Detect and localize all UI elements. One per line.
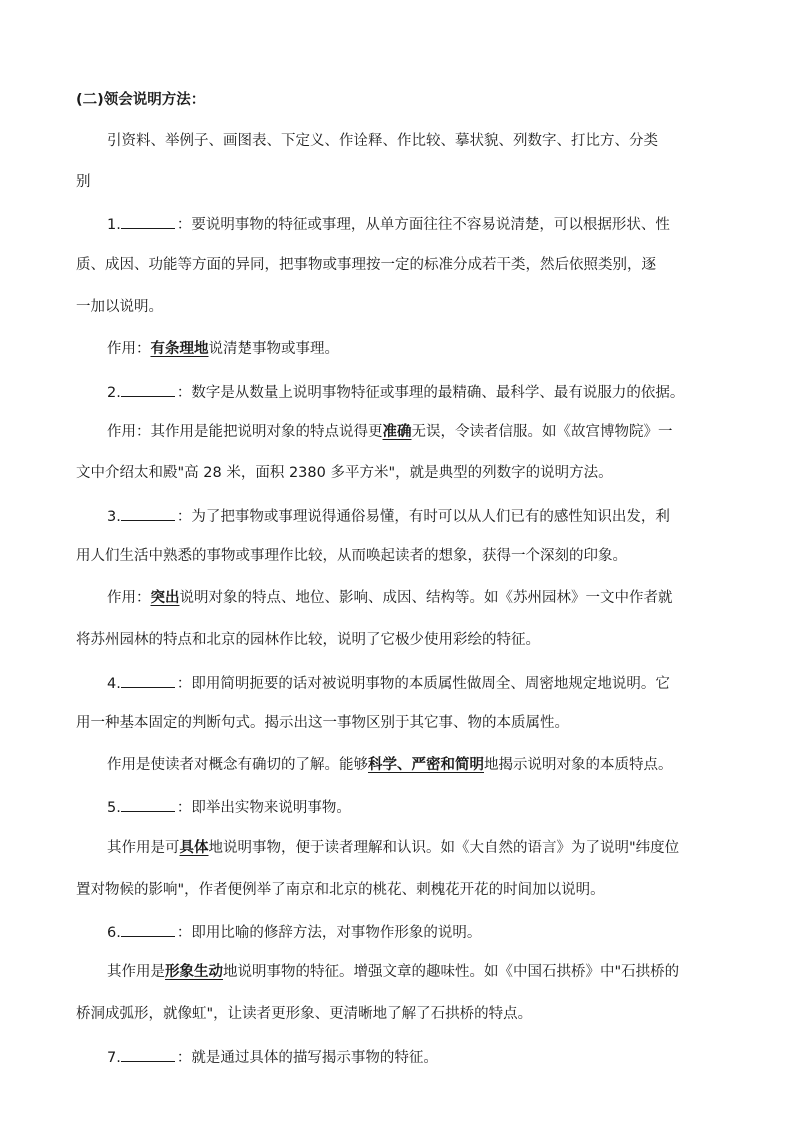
item-2-line-1 [107, 381, 722, 403]
item-6-line-1 [107, 921, 722, 943]
item-3-effect [107, 588, 722, 608]
item-3-line-1 [107, 505, 722, 527]
section-heading: (二)领会说明方法： [76, 92, 206, 108]
item-6-blank[interactable] [121, 921, 175, 937]
item-3-blank[interactable] [121, 505, 175, 521]
effect-keyword: 突出 [150, 590, 180, 606]
item-1-line-3: 一加以说明。 [76, 299, 163, 315]
effect-keyword: 形象生动 [165, 964, 223, 980]
effect-prefix: 作用： [107, 590, 151, 606]
item-7-blank[interactable] [121, 1046, 175, 1062]
effect-text: 无误，令读者信服。如《故宫博物院》一 [411, 424, 673, 440]
item-5-effect [107, 838, 722, 858]
item-2-blank[interactable] [121, 381, 175, 397]
item-6-effect [107, 962, 722, 982]
item-4-line-2: 用一种基本固定的判断句式。揭示出这一事物区别于其它事、物的本质属性。 [76, 715, 569, 731]
item-3-line-2: 用人们生活中熟悉的事物或事理作比较，从而唤起读者的想象，获得一个深刻的印象。 [76, 548, 627, 564]
effect-text: 说清楚事物或事理。 [208, 341, 339, 357]
effect-prefix: 其作用是 [107, 964, 165, 980]
effect-keyword: 有条理地 [150, 341, 209, 357]
item-2-effect-line-2: 文中介绍太和殿"高 28 米，面积 2380 多平方米"，就是典型的列数字的说明方法。 [76, 465, 613, 481]
item-4-number: 4. [107, 676, 121, 692]
item-7-number: 7. [107, 1050, 121, 1066]
effect-keyword: 具体 [179, 840, 209, 856]
effect-prefix: 其作用是可 [107, 840, 180, 856]
effect-text: 地说明事物，便于读者理解和认识。如《大自然的语言》为了说明"纬度位 [208, 840, 680, 856]
item-1-blank[interactable] [121, 213, 175, 229]
item-6-number: 6. [107, 925, 121, 941]
item-5-effect-line-2: 置对物候的影响"，作者便例举了南京和北京的桃花、刺槐花开花的时间加以说明。 [76, 882, 605, 898]
effect-prefix: 作用： [107, 341, 151, 357]
effect-keyword: 科学、严密和简明 [368, 757, 484, 773]
item-7-desc: ：就是通过具体的描写揭示事物的特征。 [176, 1050, 438, 1066]
item-2-number: 2. [107, 385, 121, 401]
item-1-effect [107, 339, 722, 359]
item-3-desc: ：为了把事物或事理说得通俗易懂，有时可以从人们已有的感性知识出发，利 [176, 509, 670, 525]
item-1-line-1 [107, 213, 722, 235]
item-2-desc: ：数字是从数量上说明事物特征或事理的最精确、最科学、最有说服力的依据。 [176, 385, 685, 401]
item-1-number: 1. [107, 217, 121, 233]
methods-list-line-1: 引资料、举例子、画图表、下定义、作诠释、作比较、摹状貌、列数字、打比方、分类 [107, 133, 658, 149]
item-3-effect-line-2: 将苏州园林的特点和北京的园林作比较，说明了它极少使用彩绘的特征。 [76, 632, 540, 648]
item-1-line-2: 质、成因、功能等方面的异同，把事物或事理按一定的标准分成若干类，然后依照类别，逐 [76, 257, 656, 273]
effect-text: 说明对象的特点、地位、影响、成因、结构等。如《苏州园林》一文中作者就 [179, 590, 673, 606]
item-4-blank[interactable] [121, 672, 175, 688]
item-6-effect-line-2: 桥洞成弧形，就像虹"，让读者更形象、更清晰地了解了石拱桥的特点。 [76, 1006, 533, 1022]
item-4-line-1 [107, 672, 722, 694]
item-3-number: 3. [107, 509, 121, 525]
item-4-desc: ：即用简明扼要的话对被说明事物的本质属性做周全、周密地规定地说明。它 [176, 676, 670, 692]
effect-text: 地揭示说明对象的本质特点。 [484, 757, 673, 773]
item-7-line-1 [107, 1046, 722, 1068]
item-6-desc: ：即用比喻的修辞方法，对事物作形象的说明。 [176, 925, 482, 941]
item-1-desc: ：要说明事物的特征或事理，从单方面往往不容易说清楚，可以根据形状、性 [176, 217, 670, 233]
item-5-blank[interactable] [121, 796, 175, 812]
effect-prefix: 作用：其作用是能把说明对象的特点说得更 [107, 424, 383, 440]
effect-keyword: 准确 [382, 424, 412, 440]
item-4-effect [107, 755, 722, 775]
item-2-effect [107, 422, 722, 442]
effect-prefix: 作用是使读者对概念有确切的了解。能够 [107, 757, 368, 773]
item-5-line-1 [107, 796, 722, 818]
methods-list-line-2: 别 [76, 174, 91, 190]
item-5-desc: ：即举出实物来说明事物。 [176, 800, 351, 816]
item-5-number: 5. [107, 800, 121, 816]
effect-text: 地说明事物的特征。增强文章的趣味性。如《中国石拱桥》中"石拱桥的 [223, 964, 680, 980]
